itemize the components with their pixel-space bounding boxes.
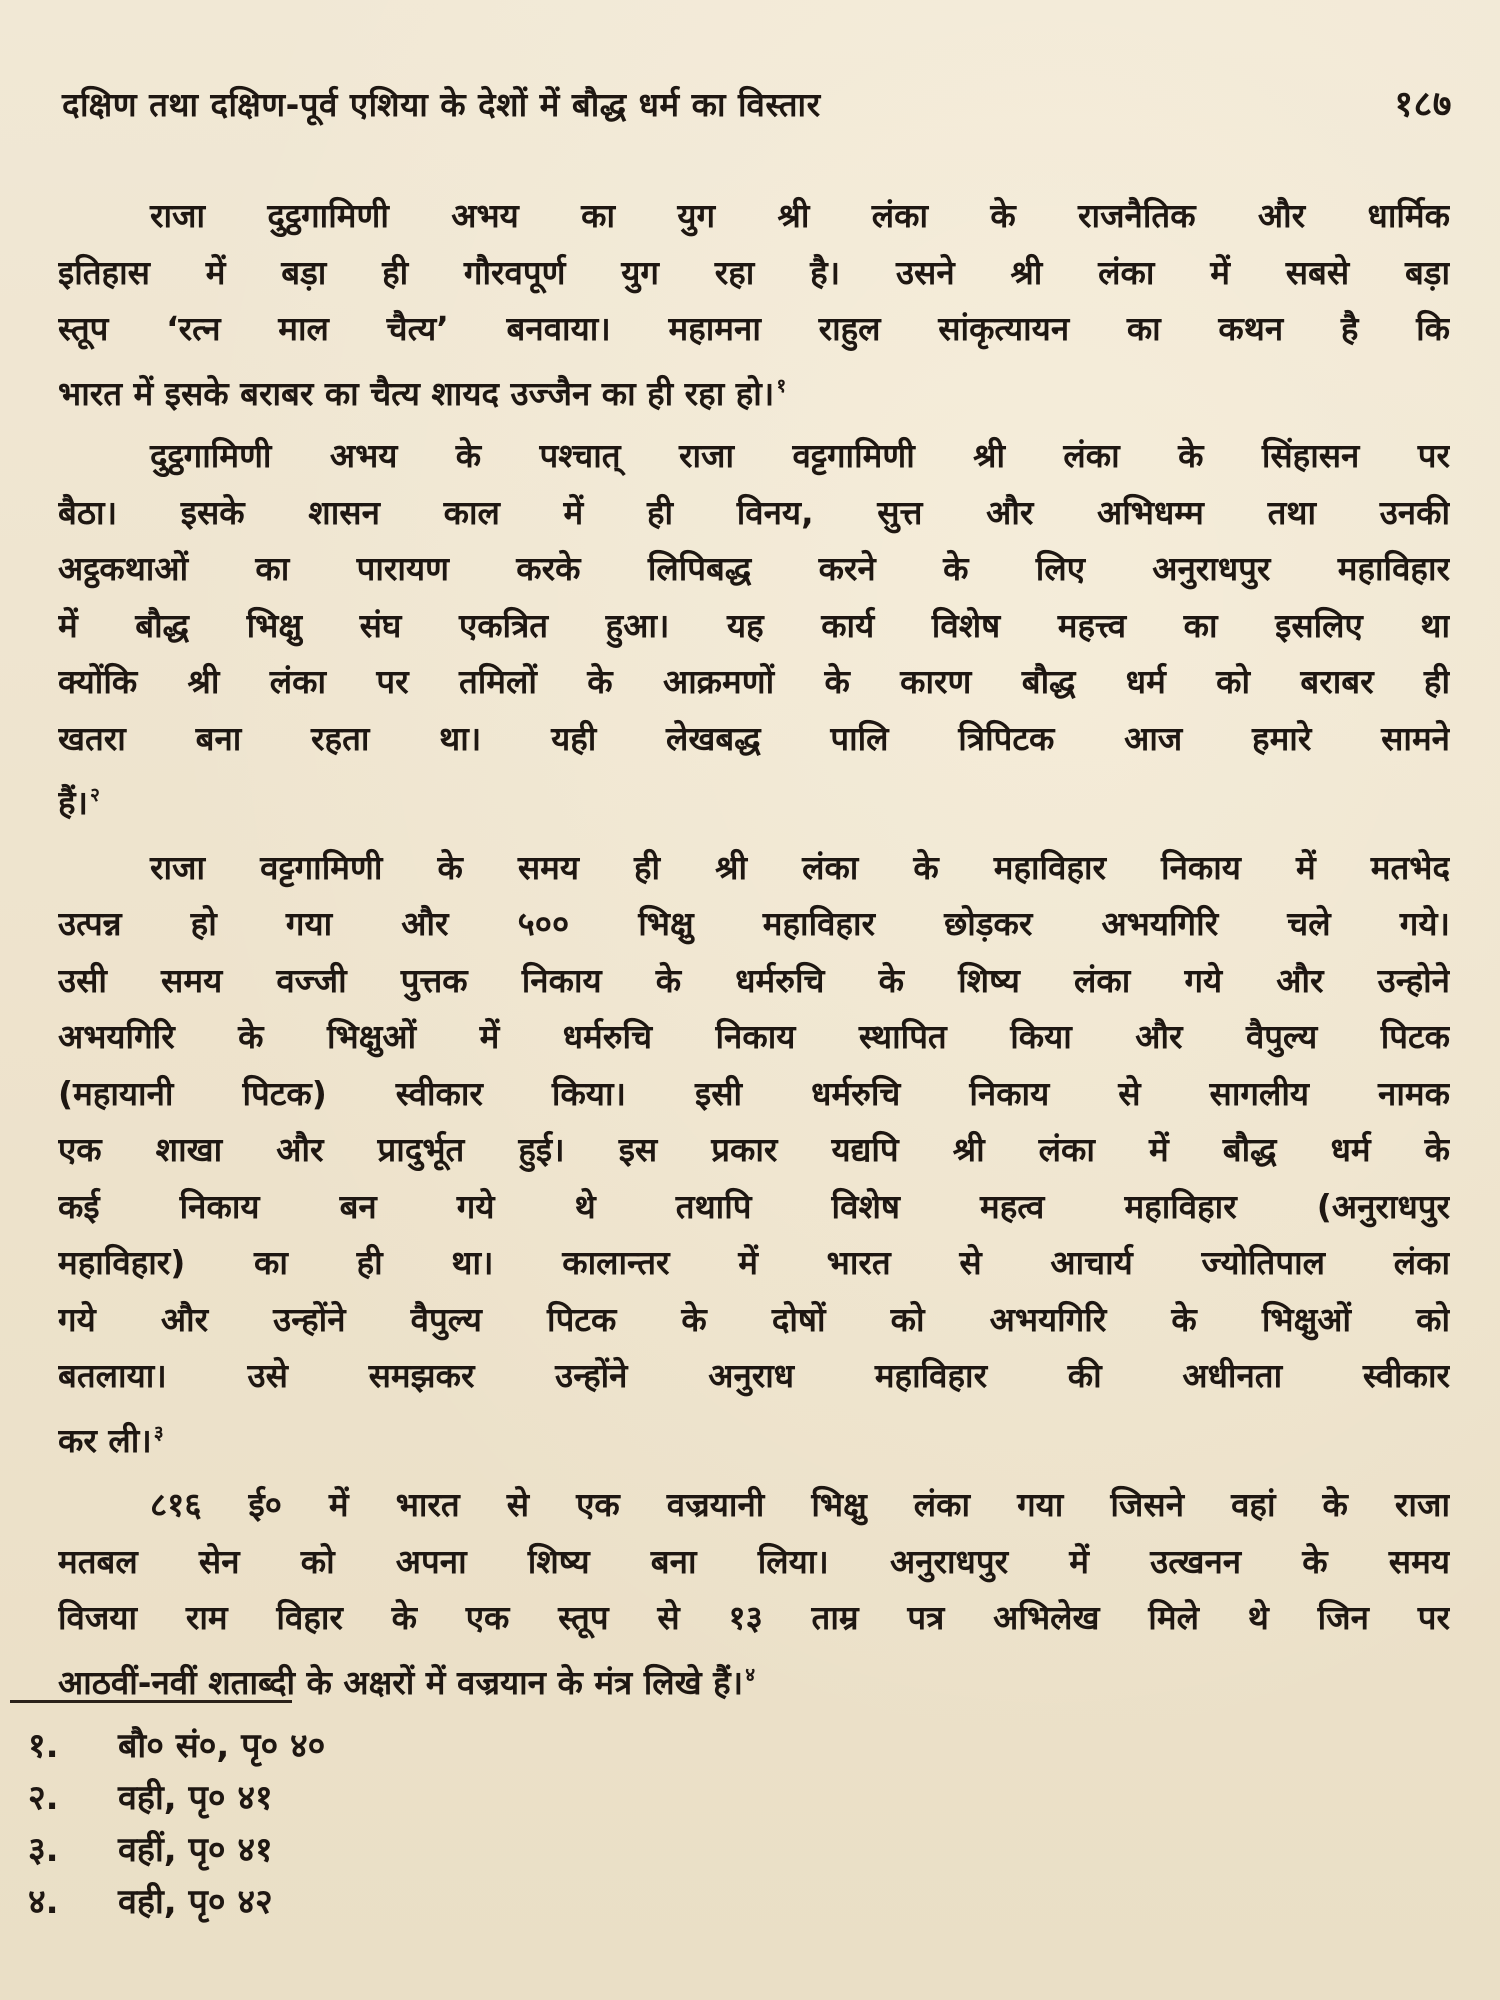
footnote-reference: ४: [745, 1663, 756, 1686]
footnote-reference: २: [90, 784, 100, 806]
text-line: ८१६ ई० में भारत से एक वज्रयानी भिक्षु लंका गया जिसने वहां के राजा: [150, 1485, 1450, 1524]
text-line: भारत में इसके बराबर का चैत्य शायद उज्जैन का ही रहा हो। $^१$: [58, 373, 787, 413]
text-line: अट्ठकथाओं का पारायण करके लिपिबद्ध करने के लिए अनुराधपुर महाविहार: [58, 549, 1450, 588]
footnote-item: [28, 1826, 325, 1874]
footnote-item: [28, 1774, 325, 1822]
text-line: राजा वट्टगामिणी के समय ही श्री लंका के महाविहार निकाय में मतभेद: [150, 847, 1450, 887]
text-line: गये और उन्होंने वैपुल्य पिटक के दोषों को अभयगिरि के भिक्षुओं को: [58, 1299, 1450, 1339]
text-line: आठवीं-नवीं शताब्दी के अक्षरों में वज्रयान के मंत्र लिखे हैं। $^४$: [58, 1662, 756, 1702]
text-line: बतलाया। उसे समझकर उन्होंने अनुराध महाविहार की अधीनता स्वीकार: [58, 1356, 1450, 1395]
paragraph-4: [58, 1477, 1450, 1711]
footnote-number: १.: [28, 1726, 59, 1766]
paragraph-1: [58, 188, 1450, 422]
text-line: मतबल सेन को अपना शिष्य बना लिया। अनुराधपुर में उत्खनन के समय: [58, 1541, 1450, 1581]
footnotes: [28, 1722, 325, 1930]
text-line: इतिहास में बड़ा ही गौरवपूर्ण युग रहा है। उसने श्री लंका में सबसे बड़ा: [58, 252, 1450, 292]
text-line: बैठा। इसके शासन काल में ही विनय, सुत्त और अभिधम्म तथा उनकी: [58, 492, 1450, 532]
page-number: १८७: [1394, 84, 1452, 125]
text-line: (महायानी पिटक) स्वीकार किया। इसी धर्मरुचि निकाय से सागलीय नामक: [58, 1073, 1450, 1113]
footnote-separator: [10, 1700, 292, 1703]
text-line: विजया राम विहार के एक स्तूप से १३ ताम्र पत्र अभिलेख मिले थे जिन पर: [58, 1598, 1450, 1637]
text-line: स्तूप ‘रत्न माल चैत्य’ बनवाया। महामना राहुल सांकृत्यायन का कथन है कि: [58, 309, 1450, 348]
text-line: खतरा बना रहता था। यही लेखबद्ध पालि त्रिपिटक आज हमारे सामने: [58, 718, 1450, 758]
footnote-number: २.: [28, 1778, 59, 1818]
footnote-text: बौ० सं०, पृ० ४०: [118, 1726, 326, 1766]
paragraph-3: [58, 840, 1450, 1470]
text-line: में बौद्ध भिक्षु संघ एकत्रित हुआ। यह कार्य विशेष महत्त्व का इसलिए था: [58, 605, 1450, 645]
text-line: राजा दुट्ठगामिणी अभय का युग श्री लंका के राजनैतिक और धार्मिक: [150, 196, 1450, 235]
text-line: अभयगिरि के भिक्षुओं में धर्मरुचि निकाय स्थापित किया और वैपुल्य पिटक: [58, 1017, 1450, 1056]
text-line: एक शाखा और प्रादुर्भूत हुई। इस प्रकार यद्यपि श्री लंका में बौद्ध धर्म के: [58, 1130, 1450, 1169]
footnote-item: [28, 1878, 325, 1926]
text-line: महाविहार) का ही था। कालान्तर में भारत से आचार्य ज्योतिपाल लंका: [58, 1243, 1450, 1282]
paragraph-2: [58, 428, 1450, 832]
text-line: कई निकाय बन गये थे तथापि विशेष महत्व महाविहार (अनुराधपुर: [58, 1186, 1450, 1226]
footnote-reference: १: [776, 374, 787, 397]
footnote-reference: ३: [153, 1421, 164, 1444]
text-line: दुट्ठगामिणी अभय के पश्चात् राजा वट्टगामिणी श्री लंका के सिंहासन पर: [150, 436, 1450, 475]
footnote-text: वही, पृ० ४२: [118, 1882, 273, 1922]
text-line: हैं। $^२$: [58, 783, 100, 822]
footnote-number: ३.: [28, 1830, 59, 1870]
running-header: [62, 78, 1452, 127]
footnote-text: वहीं, पृ० ४१: [118, 1830, 273, 1870]
text-line: क्योंकि श्री लंका पर तमिलों के आक्रमणों के कारण बौद्ध धर्म को बराबर ही: [58, 662, 1450, 701]
text-line: उत्पन्न हो गया और ५०० भिक्षु महाविहार छोड़कर अभयगिरि चले गये।: [58, 904, 1450, 943]
chapter-title: दक्षिण तथा दक्षिण-पूर्व एशिया के देशों में बौद्ध धर्म का विस्तार: [62, 85, 821, 124]
text-line: कर ली। $^३$: [58, 1420, 164, 1460]
footnote-item: [28, 1722, 325, 1770]
footnote-text: वही, पृ० ४१: [118, 1778, 273, 1818]
text-line: उसी समय वज्जी पुत्तक निकाय के धर्मरुचि के शिष्य लंका गये और उन्होने: [58, 960, 1450, 1000]
footnote-number: ४.: [28, 1882, 59, 1922]
main-text: [58, 188, 1450, 1711]
